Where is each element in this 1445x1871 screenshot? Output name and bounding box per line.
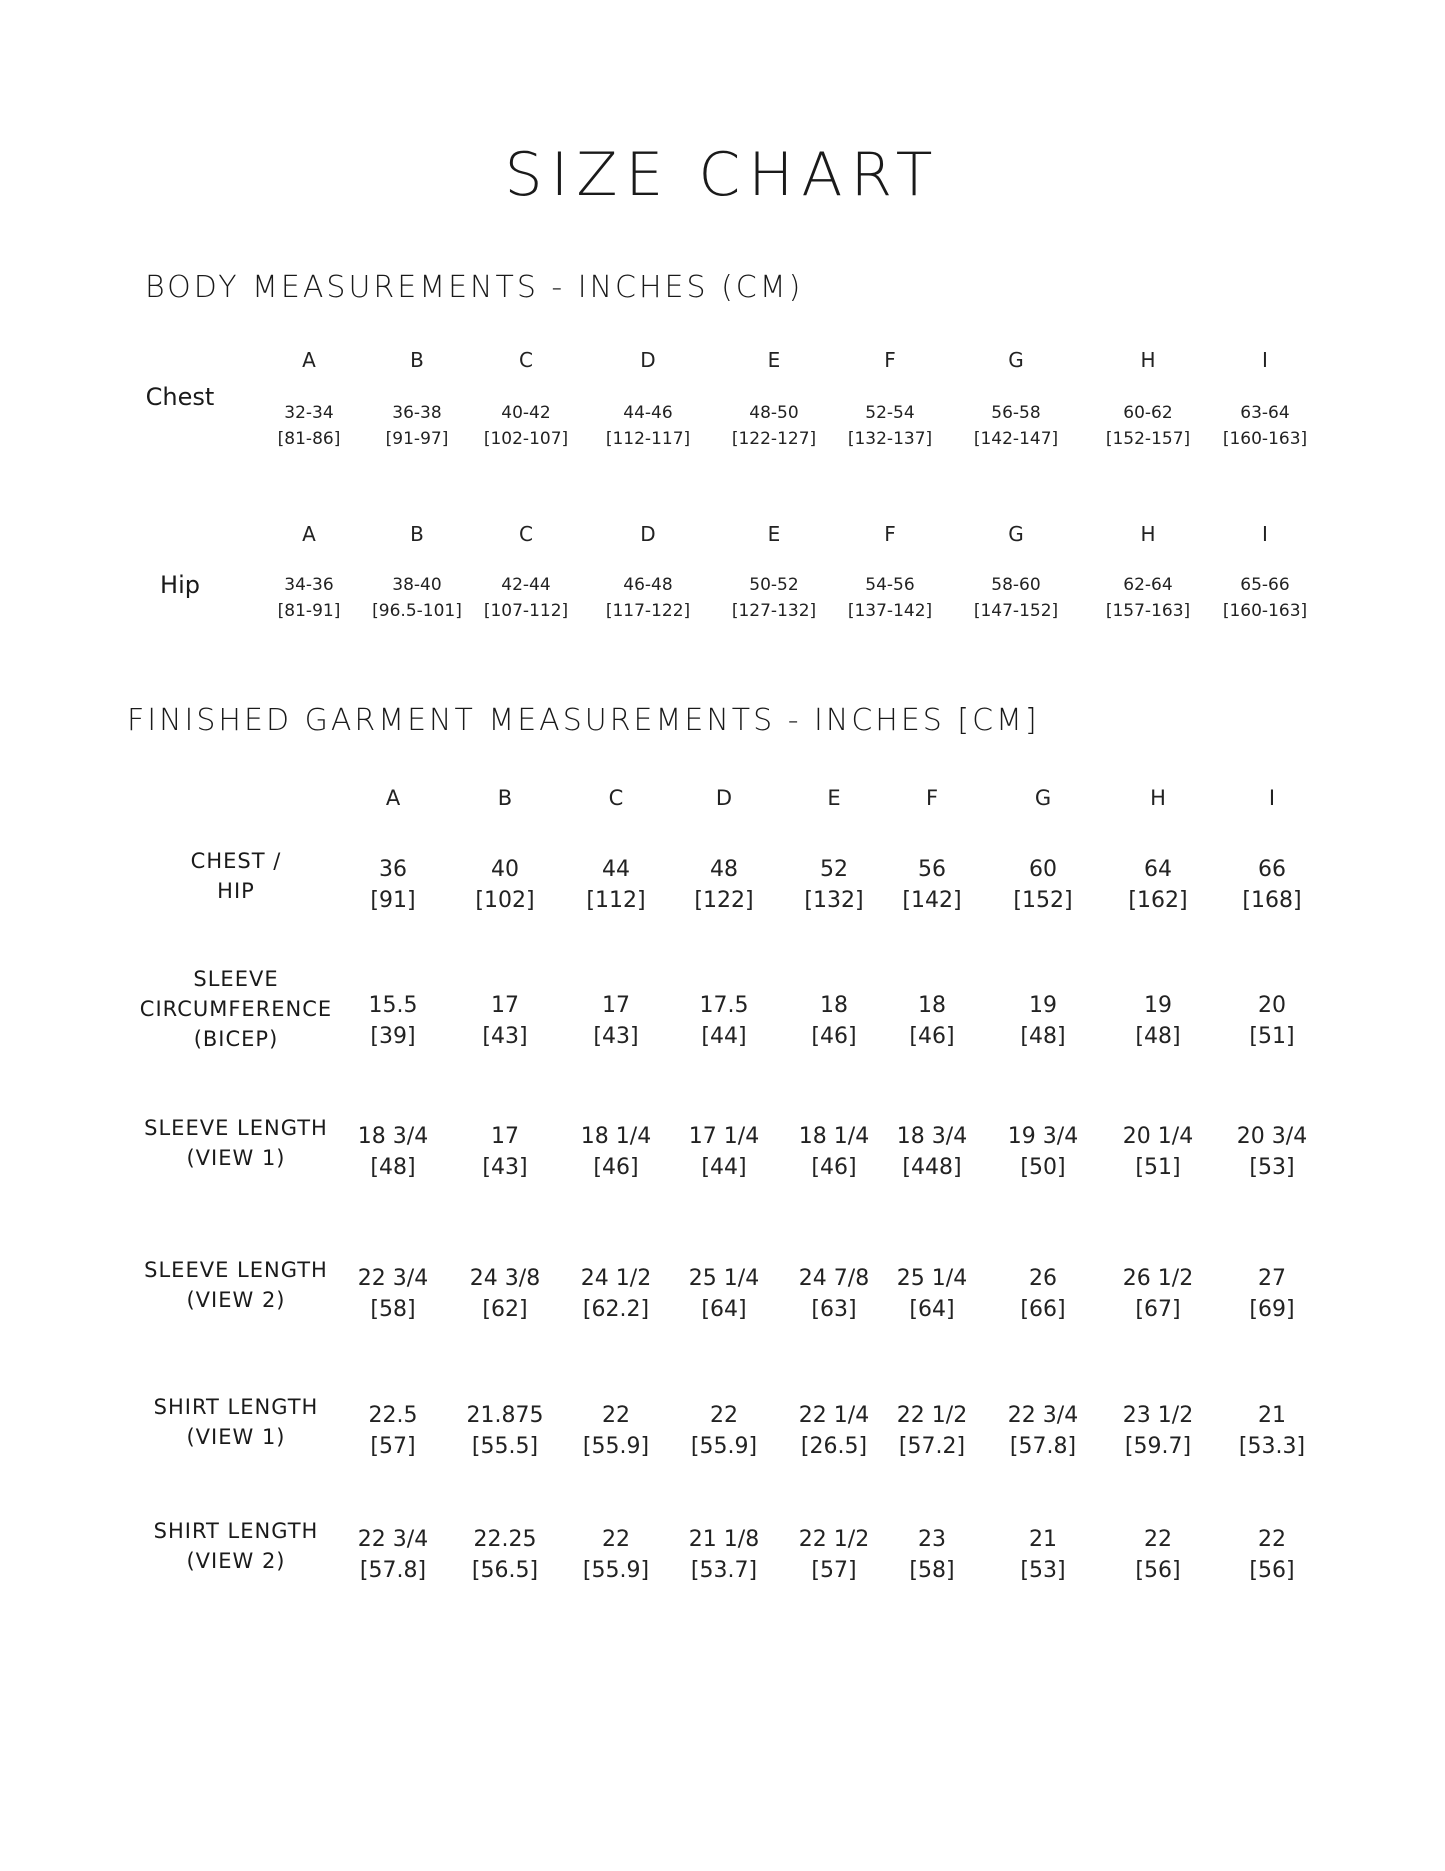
inches-value: 22.5 — [368, 1403, 418, 1428]
size-letter: H — [1140, 348, 1156, 372]
size-letter: G — [1034, 786, 1052, 810]
inches-value: 22 — [602, 1527, 630, 1552]
inches-value: 17 — [601, 993, 630, 1018]
measurement-cell — [902, 854, 961, 916]
cm-value: [102-107] — [483, 429, 569, 449]
inches-value: 20 1/4 — [1122, 1124, 1194, 1149]
measurement-cell — [804, 854, 863, 916]
cm-value: [26.5] — [800, 1434, 868, 1459]
measurement-cell — [799, 1121, 869, 1183]
size-letter: A — [385, 786, 401, 810]
cm-value: [48] — [1135, 1024, 1181, 1049]
measurement-cell — [369, 990, 418, 1052]
measurement-cell — [1249, 990, 1294, 1052]
inches-value: 18 3/4 — [896, 1124, 968, 1149]
inches-value: 21 — [1028, 1527, 1057, 1552]
page-title: SIZE CHART — [504, 140, 941, 210]
inches-value: 22 3/4 — [357, 1527, 429, 1552]
cm-value: [46] — [909, 1024, 955, 1049]
inches-value: 50-52 — [749, 575, 799, 595]
size-letter: B — [410, 522, 424, 546]
size-letter: G — [1008, 348, 1024, 372]
cm-value: [147-152] — [973, 601, 1059, 621]
inches-value: 22 3/4 — [357, 1266, 429, 1291]
inches-value: 24 3/8 — [469, 1266, 541, 1291]
inches-value: 36 — [378, 857, 407, 882]
inches-value: 40-42 — [501, 403, 551, 423]
body-measurements-heading: BODY MEASUREMENTS - INCHES (CM) — [145, 270, 804, 305]
inches-value: 48-50 — [749, 403, 799, 423]
cm-value: [162] — [1128, 888, 1188, 913]
measurement-cell — [581, 1263, 651, 1325]
cm-value: [46] — [593, 1155, 639, 1180]
cm-value: [55.9] — [690, 1434, 758, 1459]
cm-value: [137-142] — [847, 601, 933, 621]
cm-value: [46] — [811, 1024, 857, 1049]
inches-value: 22 — [1143, 1527, 1172, 1552]
inches-value: 36-38 — [392, 403, 442, 423]
cm-value: [62.2] — [582, 1297, 650, 1322]
cm-value: [117-122] — [605, 601, 691, 621]
cm-value: [50] — [1020, 1155, 1066, 1180]
cm-value: [64] — [701, 1297, 747, 1322]
measurement-cell — [897, 1400, 967, 1462]
size-letter: B — [497, 786, 513, 810]
cm-value: [48] — [370, 1155, 416, 1180]
cm-value: [58] — [370, 1297, 416, 1322]
inches-value: 18 — [917, 993, 946, 1018]
cm-value: [51] — [1135, 1155, 1181, 1180]
inches-value: 44-46 — [623, 403, 673, 423]
measurement-cell — [1106, 400, 1190, 452]
size-letter: C — [519, 522, 533, 546]
measurement-cell — [897, 1121, 967, 1183]
inches-value: 19 — [1143, 993, 1172, 1018]
label-line: SLEEVE — [193, 967, 279, 991]
inches-value: 32-34 — [284, 403, 334, 423]
inches-value: 63-64 — [1240, 403, 1290, 423]
measurement-cell — [475, 854, 534, 916]
label-line: (BICEP) — [193, 1027, 279, 1051]
cm-value: [62] — [482, 1297, 528, 1322]
cm-value: [53.7] — [690, 1558, 758, 1583]
body-row-label-hip: Hip — [160, 571, 200, 599]
garment-row-label — [126, 1255, 346, 1315]
inches-value: 25 1/4 — [688, 1266, 760, 1291]
measurement-cell — [586, 854, 645, 916]
inches-value: 19 3/4 — [1007, 1124, 1079, 1149]
inches-value: 22 1/2 — [798, 1527, 870, 1552]
measurement-cell — [694, 854, 753, 916]
measurement-cell — [1123, 1263, 1193, 1325]
measurement-cell — [386, 400, 449, 452]
inches-value: 48 — [709, 857, 738, 882]
cm-value: [57.8] — [1009, 1434, 1077, 1459]
size-letter: A — [302, 522, 316, 546]
inches-value: 22.25 — [473, 1527, 537, 1552]
inches-value: 22 3/4 — [1007, 1403, 1079, 1428]
garment-row-label — [126, 1113, 346, 1173]
cm-value: [157-163] — [1105, 601, 1191, 621]
size-letter: F — [884, 522, 896, 546]
inches-value: 56 — [917, 857, 946, 882]
garment-row-label — [126, 964, 346, 1054]
inches-value: 65-66 — [1240, 575, 1290, 595]
inches-value: 42-44 — [501, 575, 551, 595]
cm-value: [168] — [1242, 888, 1302, 913]
inches-value: 66 — [1257, 857, 1286, 882]
inches-value: 64 — [1143, 857, 1172, 882]
measurement-cell — [583, 1400, 649, 1462]
inches-value: 17 — [490, 993, 519, 1018]
measurement-cell — [1020, 990, 1065, 1052]
measurement-cell — [799, 1263, 869, 1325]
size-letter: F — [925, 786, 939, 810]
measurement-cell — [1123, 1400, 1193, 1462]
cm-value: [43] — [482, 1155, 528, 1180]
label-line: (VIEW 2) — [186, 1549, 286, 1573]
cm-value: [53] — [1020, 1558, 1066, 1583]
cm-value: [66] — [1020, 1297, 1066, 1322]
size-letter: C — [519, 348, 533, 372]
cm-value: [57] — [370, 1434, 416, 1459]
garment-row-label — [126, 846, 346, 906]
measurement-cell — [1242, 854, 1301, 916]
measurement-cell — [700, 990, 749, 1052]
cm-value: [51] — [1249, 1024, 1295, 1049]
garment-measurements-heading: FINISHED GARMENT MEASUREMENTS - INCHES [CM] — [127, 703, 1040, 738]
size-letter: F — [884, 348, 896, 372]
inches-value: 24 7/8 — [798, 1266, 870, 1291]
inches-value: 62-64 — [1123, 575, 1173, 595]
size-letter: H — [1150, 786, 1166, 810]
measurement-cell — [606, 572, 690, 624]
cm-value: [39] — [370, 1024, 416, 1049]
cm-value: [67] — [1135, 1297, 1181, 1322]
inches-value: 44 — [601, 857, 630, 882]
cm-value: [57.2] — [898, 1434, 966, 1459]
inches-value: 24 1/2 — [580, 1266, 652, 1291]
measurement-cell — [732, 572, 816, 624]
measurement-cell — [278, 400, 341, 452]
cm-value: [69] — [1249, 1297, 1295, 1322]
inches-value: 21 — [1258, 1403, 1286, 1428]
measurement-cell — [1106, 572, 1190, 624]
garment-row-label — [126, 1392, 346, 1452]
inches-value: 27 — [1257, 1266, 1286, 1291]
cm-value: [56] — [1249, 1558, 1295, 1583]
size-letter: I — [1262, 522, 1268, 546]
cm-value: [107-112] — [483, 601, 569, 621]
cm-value: [160-163] — [1222, 429, 1308, 449]
inches-value: 25 1/4 — [896, 1266, 968, 1291]
body-row-label-chest: Chest — [145, 383, 215, 411]
measurement-cell — [1135, 1524, 1180, 1586]
measurement-cell — [691, 1400, 757, 1462]
inches-value: 18 1/4 — [798, 1124, 870, 1149]
inches-value: 26 1/2 — [1122, 1266, 1194, 1291]
inches-value: 40 — [490, 857, 519, 882]
cm-value: [122-127] — [731, 429, 817, 449]
measurement-cell — [472, 1524, 538, 1586]
cm-value: [44] — [701, 1155, 747, 1180]
cm-value: [57] — [811, 1558, 857, 1583]
inches-value: 54-56 — [865, 575, 915, 595]
measurement-cell — [1128, 854, 1187, 916]
measurement-cell — [484, 572, 568, 624]
inches-value: 23 1/2 — [1122, 1403, 1194, 1428]
cm-value: [448] — [902, 1155, 962, 1180]
cm-value: [81-86] — [277, 429, 341, 449]
inches-value: 22 — [602, 1403, 630, 1428]
size-letter: D — [640, 348, 656, 372]
measurement-cell — [581, 1121, 651, 1183]
inches-value: 22 — [1257, 1527, 1286, 1552]
cm-value: [160-163] — [1222, 601, 1308, 621]
label-line: SLEEVE LENGTH — [144, 1258, 328, 1282]
measurement-cell — [848, 400, 932, 452]
inches-value: 22 1/2 — [896, 1403, 968, 1428]
inches-value: 22 — [710, 1403, 738, 1428]
garment-row-label — [126, 1516, 346, 1576]
cm-value: [122] — [694, 888, 754, 913]
cm-value: [56.5] — [471, 1558, 539, 1583]
size-letter: I — [1262, 348, 1268, 372]
inches-value: 20 — [1257, 993, 1286, 1018]
measurement-cell — [1237, 1121, 1307, 1183]
inches-value: 17 — [490, 1124, 519, 1149]
cm-value: [59.7] — [1124, 1434, 1192, 1459]
cm-value: [58] — [909, 1558, 955, 1583]
inches-value: 17.5 — [699, 993, 749, 1018]
measurement-cell — [689, 1524, 759, 1586]
inches-value: 60-62 — [1123, 403, 1173, 423]
cm-value: [43] — [482, 1024, 528, 1049]
inches-value: 21.875 — [466, 1403, 544, 1428]
measurement-cell — [1020, 1263, 1065, 1325]
size-letter: B — [410, 348, 424, 372]
measurement-cell — [593, 990, 638, 1052]
measurement-cell — [370, 854, 415, 916]
measurement-cell — [689, 1121, 759, 1183]
cm-value: [91] — [370, 888, 416, 913]
measurement-cell — [1239, 1400, 1305, 1462]
label-line: CIRCUMFERENCE — [139, 997, 333, 1021]
measurement-cell — [897, 1263, 967, 1325]
cm-value: [55.5] — [471, 1434, 539, 1459]
inches-value: 60 — [1028, 857, 1057, 882]
inches-value: 19 — [1028, 993, 1057, 1018]
inches-value: 18 — [819, 993, 848, 1018]
cm-value: [55.9] — [582, 1434, 650, 1459]
cm-value: [132-137] — [847, 429, 933, 449]
measurement-cell — [1013, 854, 1072, 916]
cm-value: [96.5-101] — [372, 601, 462, 621]
measurement-cell — [909, 1524, 954, 1586]
inches-value: 15.5 — [368, 993, 418, 1018]
measurement-cell — [1008, 1400, 1078, 1462]
measurement-cell — [811, 990, 856, 1052]
size-letter: I — [1268, 786, 1276, 810]
cm-value: [43] — [593, 1024, 639, 1049]
measurement-cell — [358, 1524, 428, 1586]
measurement-cell — [1223, 572, 1307, 624]
inches-value: 21 1/8 — [688, 1527, 760, 1552]
measurement-cell — [1123, 1121, 1193, 1183]
measurement-cell — [278, 572, 341, 624]
cm-value: [56] — [1135, 1558, 1181, 1583]
measurement-cell — [732, 400, 816, 452]
measurement-cell — [1020, 1524, 1065, 1586]
inches-value: 52-54 — [865, 403, 915, 423]
measurement-cell — [974, 572, 1058, 624]
measurement-cell — [1223, 400, 1307, 452]
label-line: CHEST / — [190, 849, 282, 873]
measurement-cell — [848, 572, 932, 624]
label-line: HIP — [217, 879, 255, 903]
size-letter: D — [640, 522, 656, 546]
label-line: (VIEW 2) — [186, 1288, 286, 1312]
measurement-cell — [1008, 1121, 1078, 1183]
size-letter: E — [827, 786, 841, 810]
cm-value: [142] — [902, 888, 962, 913]
cm-value: [142-147] — [973, 429, 1059, 449]
measurement-cell — [467, 1400, 544, 1462]
cm-value: [81-91] — [277, 601, 341, 621]
measurement-cell — [799, 1524, 869, 1586]
measurement-cell — [909, 990, 954, 1052]
inches-value: 56-58 — [991, 403, 1041, 423]
measurement-cell — [482, 990, 527, 1052]
measurement-cell — [369, 1400, 418, 1462]
measurement-cell — [484, 400, 568, 452]
cm-value: [152-157] — [1105, 429, 1191, 449]
cm-value: [91-97] — [385, 429, 449, 449]
size-letter: G — [1008, 522, 1024, 546]
size-letter: E — [767, 348, 781, 372]
size-letter: A — [302, 348, 316, 372]
cm-value: [132] — [804, 888, 864, 913]
measurement-cell — [470, 1263, 540, 1325]
cm-value: [112] — [586, 888, 646, 913]
measurement-cell — [689, 1263, 759, 1325]
inches-value: 22 1/4 — [798, 1403, 870, 1428]
size-letter: E — [767, 522, 781, 546]
measurement-cell — [1135, 990, 1180, 1052]
label-line: (VIEW 1) — [186, 1425, 286, 1449]
inches-value: 46-48 — [623, 575, 673, 595]
label-line: SHIRT LENGTH — [153, 1519, 319, 1543]
inches-value: 38-40 — [392, 575, 442, 595]
size-letter: C — [608, 786, 624, 810]
label-line: (VIEW 1) — [186, 1146, 286, 1170]
inches-value: 23 — [917, 1527, 946, 1552]
cm-value: [55.9] — [582, 1558, 650, 1583]
cm-value: [53] — [1249, 1155, 1295, 1180]
cm-value: [48] — [1020, 1024, 1066, 1049]
measurement-cell — [358, 1263, 428, 1325]
inches-value: 17 1/4 — [688, 1124, 760, 1149]
inches-value: 26 — [1028, 1266, 1057, 1291]
inches-value: 18 1/4 — [580, 1124, 652, 1149]
inches-value: 18 3/4 — [357, 1124, 429, 1149]
cm-value: [63] — [811, 1297, 857, 1322]
inches-value: 20 3/4 — [1236, 1124, 1308, 1149]
inches-value: 58-60 — [991, 575, 1041, 595]
cm-value: [152] — [1013, 888, 1073, 913]
label-line: SHIRT LENGTH — [153, 1395, 319, 1419]
cm-value: [112-117] — [605, 429, 691, 449]
cm-value: [102] — [475, 888, 535, 913]
inches-value: 34-36 — [284, 575, 334, 595]
label-line: SLEEVE LENGTH — [144, 1116, 328, 1140]
measurement-cell — [372, 572, 462, 624]
cm-value: [57.8] — [359, 1558, 427, 1583]
cm-value: [53.3] — [1238, 1434, 1306, 1459]
size-letter: H — [1140, 522, 1156, 546]
measurement-cell — [974, 400, 1058, 452]
inches-value: 52 — [819, 857, 848, 882]
cm-value: [64] — [909, 1297, 955, 1322]
cm-value: [127-132] — [731, 601, 817, 621]
measurement-cell — [606, 400, 690, 452]
measurement-cell — [583, 1524, 649, 1586]
size-letter: D — [715, 786, 733, 810]
measurement-cell — [799, 1400, 869, 1462]
cm-value: [44] — [701, 1024, 747, 1049]
cm-value: [46] — [811, 1155, 857, 1180]
measurement-cell — [1249, 1524, 1294, 1586]
measurement-cell — [1249, 1263, 1294, 1325]
measurement-cell — [482, 1121, 527, 1183]
measurement-cell — [358, 1121, 428, 1183]
